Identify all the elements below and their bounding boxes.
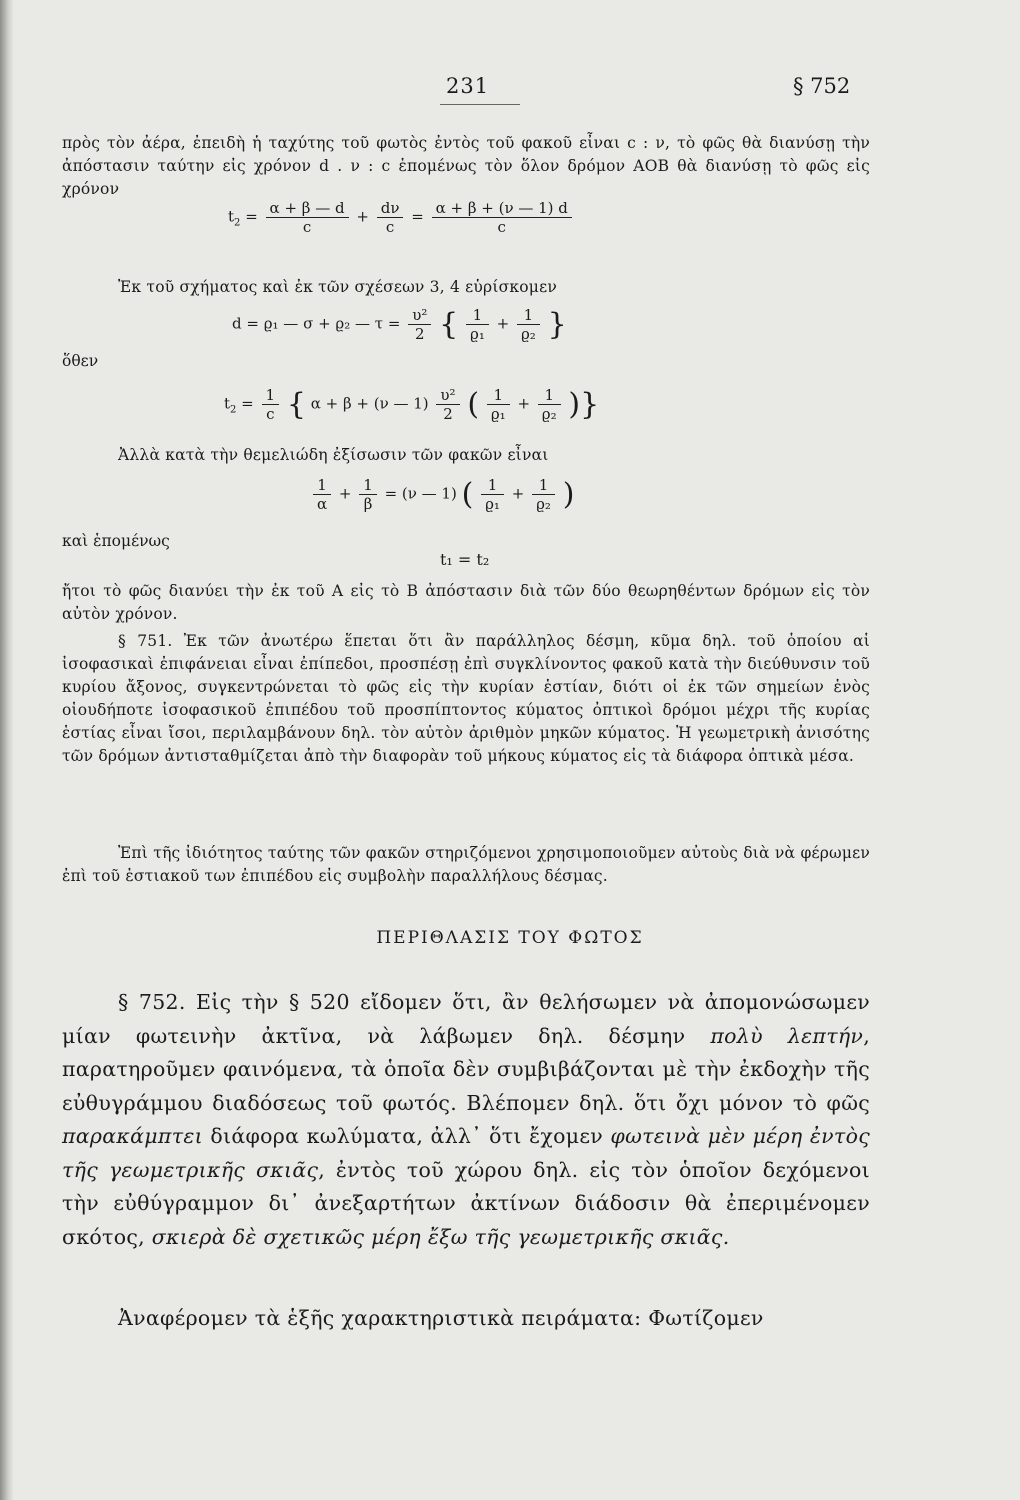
equation-t2-expanded: $t_2$ = $\frac{1}{c}$ { α + β + (ν — 1) $\frac{\text{υ²}}{2}$ ( $\frac{1}{\text{ϱ₁}}$ + $\frac{1}{\text{ϱ₂}}$ )}	[224, 386, 600, 423]
eq1-lhs: t	[228, 207, 235, 226]
eq1-frac1: $\frac{\alpha + \beta — d}{c}$	[266, 199, 349, 236]
page-edge-shadow	[0, 0, 14, 1500]
eq1-equals-2: =	[411, 207, 424, 226]
eq1-frac3: $\frac{\alpha + \beta + (\nu — 1) d}{c}$	[432, 199, 572, 236]
eq4-frac-a: $\frac{1}{\alpha}$	[313, 476, 331, 513]
paragraph-1: πρὸς τὸν ἀέρα, ἐπειδὴ ἡ ταχύτης τοῦ φωτὸς ἐντὸς τοῦ φακοῦ εἶναι c : ν, τὸ φῶς θὰ διανύσῃ τὴν ἀπόστασιν ταύτην εἰς χρόνον d . ν : c ἑπομένως τὸν ὅλον δρόμον ΑΟΒ θὰ διανύσῃ τὸ φῶς εἰς χρόνον	[62, 134, 870, 198]
paragraph-5: § 751. Ἐκ τῶν ἀνωτέρω ἕπεται ὅτι ἂν παράλληλος δέσμη, κῦμα δηλ. τοῦ ὁποίου αἱ ἰσοφασικαὶ ἐπιφάνειαι εἶναι ἐπίπεδοι, προσπέσῃ ἐπὶ συγκλίνοντος φακοῦ κατὰ τὴν διεύθυνσιν τοῦ κυρίου ἄξονος, συγκεντρώνεται τὸ φῶς εἰς τὴν κυρίαν ἑστίαν, διότι οἱ ἐκ τῶν σημείων ἑνὸς οἱουδήποτε ἰσοφασικοῦ ἐπιπέδου τοῦ προσπίπτοντος κύματος ὀπτικοὶ δρόμοι μέχρι τῆς κυρίας ἑστίας εἶναι ἴσοι, περιλαμβάνουν δηλ. τὸν αὐτὸν ἀριθμὸν μηκῶν κύματος. Ἡ γεωμετρικὴ ἀνισότης τῶν δρόμων ἀντισταθμίζεται ἀπὸ τὴν διαφορὰν τοῦ μήκους κύματος εἰς τὰ διάφορα ὀπτικὰ μέσα.	[62, 632, 870, 765]
page-number-rule	[440, 104, 520, 105]
eq4-frac-c: $\frac{1}{\text{ϱ₁}}$	[481, 476, 504, 513]
eq3-frac-c: $\frac{1}{c}$	[262, 386, 280, 423]
eq1-lhs-sub: 2	[234, 217, 241, 229]
section-marker: § 752	[793, 74, 851, 98]
eq1-frac2: $\frac{d\nu}{c}$	[377, 199, 404, 236]
eq2-lhs: d = ϱ₁ — σ + ϱ₂ — τ =	[232, 314, 401, 333]
page-header	[0, 74, 1020, 108]
section-heading: ΠΕΡΙΘΛΑΣΙΣ ΤΟΥ ΦΩΤΟΣ	[376, 928, 644, 948]
equation-t1-t2: t₁ = t₂	[440, 550, 490, 569]
paragraph-8: Ἀναφέρομεν τὰ ἑξῆς χαρακτηριστικὰ πειράματα: Φωτίζομεν	[118, 1306, 764, 1330]
eq3-mid: α + β + (ν — 1)	[310, 394, 429, 413]
eq3-frac-a: $\frac{1}{\text{ϱ₁}}$	[487, 386, 510, 423]
eq3-frac: $\frac{\text{υ²}}{2}$	[436, 386, 459, 423]
eq3-lhs-sub: 2	[230, 404, 237, 416]
paragraph-4: ἤτοι τὸ φῶς διανύει τὴν ἐκ τοῦ Α εἰς τὸ Β ἀπόστασιν διὰ τῶν δύο θεωρηθέντων δρόμων εἰς τὸν αὐτὸν χρόνον.	[62, 582, 870, 623]
eq4-frac-d: $\frac{1}{\text{ϱ₂}}$	[532, 476, 555, 513]
paragraph-6: Ἐπὶ τῆς ἰδιότητος ταύτης τῶν φακῶν στηριζόμενοι χρησιμοποιοῦμεν αὐτοὺς διὰ νὰ φέρωμεν ἐπὶ τοῦ ἑστιακοῦ των ἐπιπέδου εἰς συμβολὴν παραλλήλους δέσμας.	[62, 844, 870, 885]
eq2-frac-b: $\frac{1}{\text{ϱ₂}}$	[517, 306, 540, 343]
paragraph-7: § 752. Εἰς τὴν § 520 εἴδομεν ὅτι, ἂν θελήσωμεν νὰ ἀπομονώσωμεν μίαν φωτεινὴν ἀκτῖνα, νὰ λάβωμεν δηλ. δέσμην πολὺ λεπτήν, παρατηροῦμεν φαινόμενα, τὰ ὁποῖα δὲν συμβιβάζονται μὲ τὴν ἐκδοχὴν τῆς εὐθυγράμμου διαδόσεως τοῦ φωτός. Βλέπομεν δηλ. ὅτι ὄχι μόνον τὸ φῶς παρακάμπτει διάφορα κωλύματα, ἀλλ᾿ ὅτι ἔχομεν φωτεινὰ μὲν μέρη ἐντὸς τῆς γεωμετρικῆς σκιᾶς, ἐντὸς τοῦ χώρου δηλ. εἰς τὸν ὁποῖον δεχόμενοι τὴν εὐθύγραμμον δι᾿ ἀνεξαρτήτων ἀκτίνων διάδοσιν θὰ ἐπεριμένομεν σκότος, σκιερὰ δὲ σχετικῶς μέρη ἔξω τῆς γεωμετρικῆς σκιᾶς.	[62, 990, 871, 1249]
equation-d: d = ϱ₁ — σ + ϱ₂ — τ = $\frac{\text{υ²}}{2}$ { $\frac{1}{\text{ϱ₁}}$ + $\frac{1}{\text{ϱ₂}}$ }	[232, 306, 567, 343]
label-kai: καὶ ἑπομένως	[62, 532, 170, 550]
equation-t2	[228, 199, 575, 236]
eq3-frac-b: $\frac{1}{\text{ϱ₂}}$	[538, 386, 561, 423]
eq1-plus: +	[356, 207, 369, 226]
paragraph-3: Ἀλλὰ κατὰ τὴν θεμελιώδη ἐξίσωσιν τῶν φακῶν εἶναι	[118, 446, 549, 464]
eq4-frac-b: $\frac{1}{\beta}$	[359, 476, 377, 513]
eq4-mid: = (ν — 1)	[384, 484, 457, 503]
eq1-equals: =	[245, 207, 258, 226]
eq2-frac-a: $\frac{1}{\text{ϱ₁}}$	[466, 306, 489, 343]
eq2-frac: $\frac{\text{υ²}}{2}$	[408, 306, 431, 343]
equation-lens: $\frac{1}{\alpha}$ + $\frac{1}{\beta}$ = (ν — 1) ( $\frac{1}{\text{ϱ₁}}$ + $\frac{1}{\text{ϱ₂}}$ )	[310, 476, 574, 513]
label-othen: ὅθεν	[62, 352, 99, 370]
page-number: 231	[446, 74, 490, 98]
eq3-lhs: t	[224, 394, 231, 413]
paragraph-2: Ἐκ τοῦ σχήματος καὶ ἐκ τῶν σχέσεων 3, 4 εὑρίσκομεν	[118, 278, 557, 296]
